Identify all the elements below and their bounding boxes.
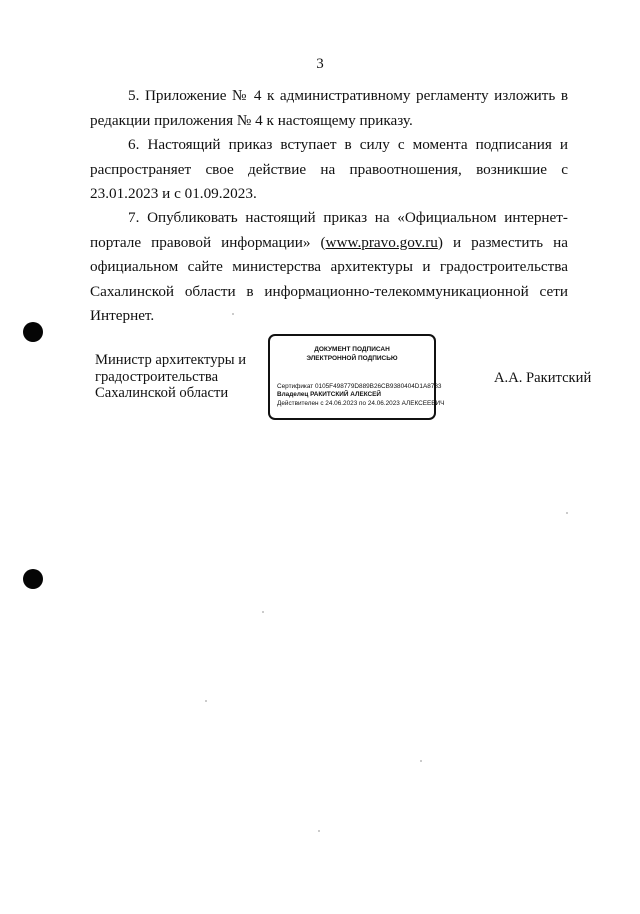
- pravo-link[interactable]: www.pravo.gov.ru: [325, 233, 438, 251]
- scan-speck: [566, 512, 568, 514]
- stamp-heading: [270, 345, 434, 363]
- stamp-validity: Действителен с 24.06.2023 по 24.06.2023 АЛЕКСЕЕВИЧ: [277, 399, 445, 407]
- signatory-position: Министр архитектуры и градостроительства Сахалинской области: [95, 352, 247, 401]
- stamp-owner: Владелец РАКИТСКИЙ АЛЕКСЕЙ: [277, 391, 381, 399]
- paragraph-7-text-end: ) и разместить на официальном сайте министерства архитектуры и градостроительства Сахалинской области в информационно-телекоммуникационной сети Интернет.: [90, 233, 568, 324]
- paragraph-6: [90, 133, 568, 207]
- stamp-heading-line: ДОКУМЕНТ ПОДПИСАН: [314, 346, 390, 353]
- scan-speck: [262, 611, 264, 613]
- stamp-heading-line: ЭЛЕКТРОННОЙ ПОДПИСЬЮ: [306, 355, 398, 362]
- punch-hole: [23, 569, 43, 589]
- paragraph-6-text: 6. Настоящий приказ вступает в силу с момента подписания и распространяет свое действие на правоотношения, возникшие с 23.01.2023 и с 01.09.2023.: [90, 136, 568, 202]
- paragraph-7: [90, 206, 568, 329]
- punch-hole: [23, 322, 43, 342]
- paragraph-5: [90, 84, 568, 133]
- paragraph-5-text: 5. Приложение № 4 к административному регламенту изложить в редакции приложения № 4 к настоящему приказу.: [90, 87, 568, 129]
- scan-speck: [232, 313, 234, 315]
- paragraph-7-text-start: 7. Опубликовать настоящий приказ на «Официальном интернет-портале правовой информации» (: [90, 209, 568, 251]
- page-number: 3: [316, 56, 324, 72]
- scan-speck: [420, 760, 422, 762]
- scan-speck: [205, 700, 207, 702]
- electronic-signature-stamp: [268, 334, 445, 420]
- stamp-certificate: Сертификат 0105F498779D889B26CB9380404D1A8783: [277, 383, 442, 390]
- scan-speck: [318, 830, 320, 832]
- signer-name: А.А. Ракитский: [494, 370, 592, 386]
- stamp-details: [277, 383, 445, 408]
